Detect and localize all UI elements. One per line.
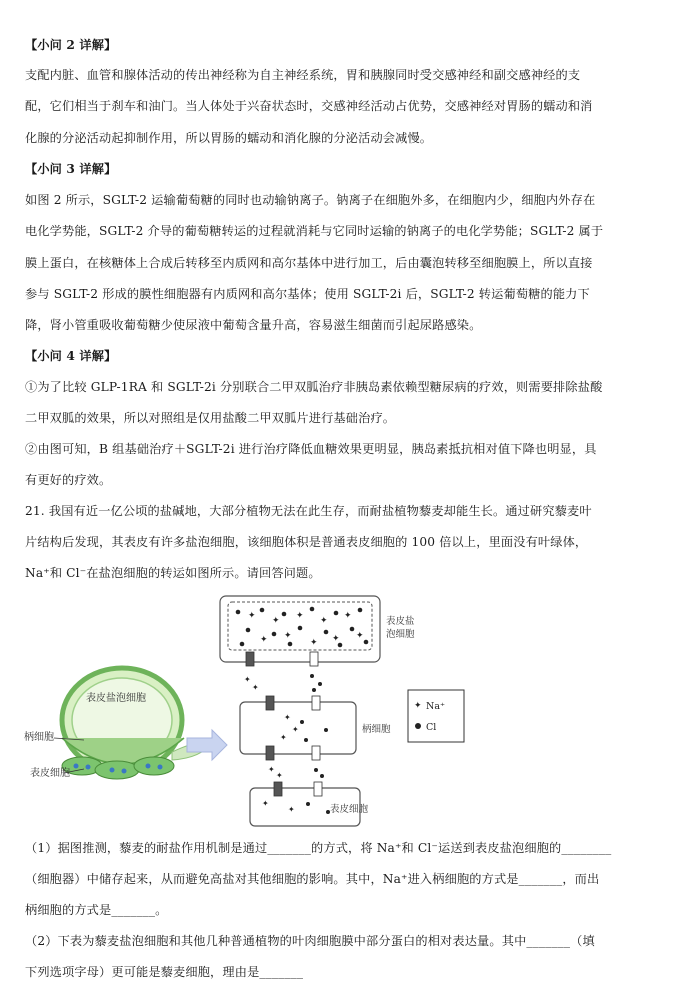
svg-text:✦: ✦ — [288, 805, 295, 814]
svg-text:✦: ✦ — [272, 616, 280, 626]
label-epidermal-cell: 表皮细胞 — [30, 768, 70, 779]
svg-text:✦: ✦ — [260, 635, 268, 645]
section2-line-2: 配，它们相当于刹车和油门。当人体处于兴奋状态时，交感神经活动占优势，交感神经对胃肠的蠕动和消 — [25, 99, 593, 113]
salt-transport-figure — [22, 590, 662, 830]
section2-line-1: 支配内脏、血管和腺体活动的传出神经称为自主神经系统，胃和胰腺同时受交感神经和副交感神经的支 — [25, 68, 581, 82]
subq-line-2: （细胞器）中储存起来，从而避免高盐对其他细胞的影响。其中，Na⁺进入柄细胞的方式是_______，而出 — [25, 872, 600, 886]
svg-text:✦: ✦ — [344, 611, 352, 621]
label-bladder-cell-line1: 表皮盐 — [386, 616, 415, 627]
legend-na-label: Na⁺ — [426, 701, 445, 712]
svg-text:✦: ✦ — [296, 611, 304, 621]
svg-text:✦: ✦ — [244, 675, 251, 684]
label-stalk-cell: 柄细胞 — [24, 732, 54, 743]
subq-line-4: （2）下表为藜麦盐泡细胞和其他几种普通植物的叶肉细胞膜中部分蛋白的相对表达量。其中_______（填 — [25, 934, 595, 948]
subq-line-1: （1）据图推测，藜麦的耐盐作用机制是通过_______的方式，将 Na⁺和 Cl⁻运送到表皮盐泡细胞的________ — [25, 841, 612, 855]
svg-text:✦: ✦ — [332, 634, 340, 644]
label-bladder-cell: 表皮盐泡细胞 — [86, 693, 146, 704]
legend-cl-icon — [415, 723, 421, 729]
section3-line-4: 参与 SGLT-2 形成的膜性细胞器有内质网和高尔基体；使用 SGLT-2i 后，SGLT-2 转运葡萄糖的能力下 — [25, 287, 590, 301]
section4-line-3: ②由图可知，B 组基础治疗＋SGLT-2i 进行治疗降低血糖效果更明显，胰岛素抵抗相对值下降也明显，具 — [25, 442, 597, 456]
svg-text:✦: ✦ — [268, 765, 275, 774]
section3-line-1: 如图 2 所示，SGLT-2 运输葡萄糖的同时也动输钠离子。钠离子在细胞外多，在细胞内少，细胞内外存在 — [25, 193, 596, 207]
legend-box — [408, 690, 464, 742]
section4-line-4: 有更好的疗效。 — [25, 473, 112, 487]
svg-text:✦: ✦ — [262, 799, 269, 808]
svg-text:✦: ✦ — [310, 638, 318, 648]
svg-text:✦: ✦ — [292, 725, 299, 734]
section2-heading: 【小问 2 详解】 — [25, 38, 117, 52]
svg-text:✦: ✦ — [252, 683, 259, 692]
legend-cl-label: Cl — [426, 722, 437, 733]
q21-line-1: 21. 我国有近一亿公顷的盐碱地，大部分植物无法在此生存，而耐盐植物藜麦却能生长。通过研究藜麦叶 — [25, 504, 592, 518]
section3-line-2: 电化学势能，SGLT-2 介导的葡萄糖转运的过程就消耗与它同时运输的钠离子的电化学势能；SGLT-2 属于 — [25, 224, 604, 238]
svg-text:✦: ✦ — [284, 713, 291, 722]
label-epidermal-cell-right: 表皮细胞 — [330, 804, 369, 815]
section2-line-3: 化腺的分泌活动起抑制作用，所以胃肠的蠕动和消化腺的分泌活动会减慢。 — [25, 131, 433, 145]
q21-line-3: Na⁺和 Cl⁻在盐泡细胞的转运如图所示。请回答问题。 — [25, 566, 321, 580]
svg-text:✦: ✦ — [248, 611, 256, 621]
section3-line-3: 膜上蛋白，在核糖体上合成后转移至内质网和高尔基体中进行加工，后由囊泡转移至细胞膜上，所以直接 — [25, 256, 593, 270]
subq-line-3: 柄细胞的方式是_______。 — [25, 903, 168, 917]
section4-line-2: 二甲双胍的效果，所以对照组是仅用盐酸二甲双胍片进行基础治疗。 — [25, 411, 396, 425]
q21-line-2: 片结构后发现，其表皮有许多盐泡细胞，该细胞体积是普通表皮细胞的 100 倍以上，里面没有叶绿体， — [25, 535, 588, 549]
svg-text:✦: ✦ — [320, 616, 328, 626]
label-stalk-cell-right: 柄细胞 — [362, 724, 391, 735]
section4-line-1: ①为了比较 GLP-1RA 和 SGLT-2i 分别联合二甲双胍治疗非胰岛素依赖型糖尿病的疗效，则需要排除盐酸 — [25, 380, 603, 394]
section3-heading: 【小问 3 详解】 — [25, 162, 117, 176]
section3-line-5: 降，肾小管重吸收葡萄糖少使尿液中葡萄含量升高，容易滋生细菌而引起尿路感染。 — [25, 318, 482, 332]
svg-text:✦: ✦ — [276, 771, 283, 780]
label-bladder-cell-line2: 泡细胞 — [386, 629, 415, 640]
bladder-cell-illustration — [54, 668, 212, 779]
svg-text:✦: ✦ — [356, 631, 364, 641]
subq-line-5: 下列选项字母）更可能是藜麦细胞，理由是_______ — [25, 965, 304, 979]
legend-na-icon: ✦ — [414, 701, 422, 711]
svg-text:✦: ✦ — [280, 733, 287, 742]
section4-heading: 【小问 4 详解】 — [25, 349, 117, 363]
svg-text:✦: ✦ — [284, 631, 292, 641]
